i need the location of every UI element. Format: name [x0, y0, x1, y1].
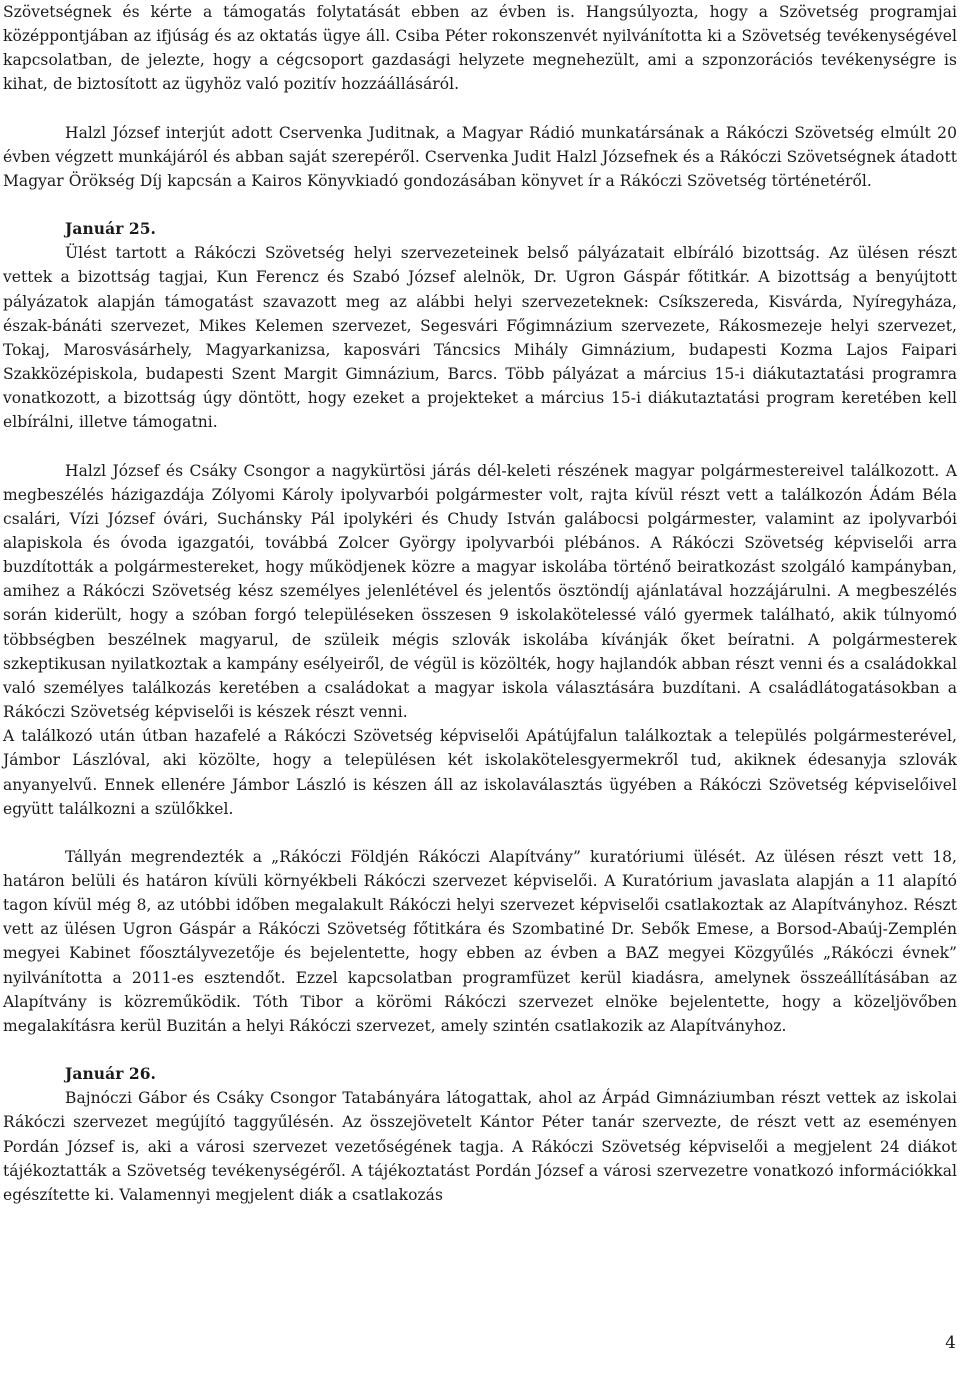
paragraph-apatujfalu: A találkozó után útban hazafelé a Rákóczi Szövetség képviselői Apátújfalun találkoztak a település polgármesterével, Jámbor Lászlóval, aki közölte, hogy a településen két iskolakötelesgyermekről tud, akiknek édesanyja szlovák anyanyelvű. Ennek ellenére Jámbor László is készen áll az iskolaválasztás ügyében a Rákóczi Szövetség képviselőivel együtt találkozni a szülőkkel.	[3, 727, 957, 818]
paragraph-tallya-foundation: Tállyán megrendezték a „Rákóczi Földjén Rákóczi Alapítvány” kuratóriumi ülését. Az ülésen részt vett 18, határon belüli és határon kívüli környékbeli Rákóczi szervezet képviselői. A Kuratórium javaslata alapján a 11 alapító tagon kívül még 8, az utóbbi időben megalakult Rákóczi helyi szervezet képviselői csatlakoztak az Alapítványhoz. Részt vett az ülésen Ugron Gáspár a Rákóczi Szövetség főtitkára és Szombatiné Dr. Sebők Emese, a Borsod-Abaúj-Zemplén megyei Kabinet főosztályvezetője és bejelentette, hogy ebben az évben a BAZ megyei Közgyűlés „Rákóczi évnek” nyilvánította a 2011-es esztendőt. Ezzel kapcsolatban programfüzet kerül kiadásra, amelynek összeállításában az Alapítvány is közreműködik. Tóth Tibor a körömi Rákóczi szervezet elnöke bejelentette, hogy a közeljövőben megalakításra kerül Buzitán a helyi Rákóczi szervezet, amely szintén csatlakozik az Alapítványhoz.	[3, 847, 957, 1035]
paragraph-committee-meeting: Ülést tartott a Rákóczi Szövetség helyi szervezeteinek belső pályázatait elbíráló bizottság. Az ülésen részt vettek a bizottság tagjai, Kun Ferencz és Szabó József alelnök, Dr. Ugron Gáspár főtitkár. A bizottság a benyújtott pályázatok alapján támogatást szavazott meg az alábbi helyi szervezeteknek: Csíkszereda, Kisvárda, Nyíregyháza, észak-bánáti szervezet, Mikes Kelemen szervezet, Segesvári Főgimnázium szervezete, Rákosmezeje helyi szervezet, Tokaj, Marosvásárhely, Magyarkanizsa, kaposvári Táncsics Mihály Gimnázium, budapesti Kozma Lajos Faipari Szakközépiskola, budapesti Szent Margit Gimnázium, Barcs. Több pályázat a március 15-i diákutaztatási programra vonatkozott, a bizottság úgy döntött, hogy ezeket a projekteket a március 15-i diákutaztatási program keretében kell elbírálni, illetve támogatni.	[3, 244, 957, 432]
date-heading-jan-26: Január 26.	[65, 1064, 156, 1084]
paragraph-continuation: Szövetségnek és kérte a támogatás folytatását ebben az évben is. Hangsúlyozta, hogy a Szövetség programjai középpontjában az ifjúság és az oktatás ügye áll. Csiba Péter rokonszenvét nyilvánította ki a Szövetség tevékenységével kapcsolatban, de jelezte, hogy a cégcsoport gazdasági helyzete megnehezült, ami a szponzorációs tevékenységre is kihat, de biztosított az ügyhöz való pozitív hozzáállásáról.	[3, 3, 957, 94]
paragraph-mayors-meeting: Halzl József és Csáky Csongor a nagykürtösi járás dél-keleti részének magyar polgármestereivel találkozott. A megbeszélés házigazdája Zólyomi Károly ipolyvarbói polgármester volt, rajta kívül részt vett a találkozón Ádám Béla csalári, Vízi József óvári, Suchánsky Pál ipolykéri és Chudy István galábocsi polgármester, valamint az ipolyvarbói alapiskola és óvoda igazgatói, továbbá Zolcer György ipolyvarbói plébános. A Rákóczi Szövetség képviselői arra buzdították a polgármestereket, hogy működjenek közre a magyar iskolába történő beiratkozást szolgáló kampányban, amihez a Rákóczi Szövetség kész személyes jelenlétével és jelentős ösztöndíj ajánlatával hozzájárulni. A megbeszélés során kiderült, hogy a szóban forgó településeken összesen 9 iskolakötelessé váló gyermek található, akik túlnyomó többségben beszélnek magyarul, de szüleik mégis szlovák iskolába kívánják őket beíratni. A polgármesterek szkeptikusan nyilatkoztak a kampány esélyeiről, de végül is közölték, hogy hajlandók abban részt venni és a családokkal való személyes találkozás keretében a családokat a magyar iskola választására buzdítani. A családlátogatásokban a Rákóczi Szövetség képviselői is készek részt venni.	[3, 461, 957, 722]
paragraph-interview: Halzl József interjút adott Cservenka Juditnak, a Magyar Rádió munkatársának a Rákóczi Szövetség elmúlt 20 évben végzett munkájáról és abban saját szerepéről. Cservenka Judit Halzl Józsefnek és a Rákóczi Szövetségnek átadott Magyar Örökség Díj kapcsán a Kairos Könyvkiadó gondozásában könyvet ír a Rákóczi Szövetség történetéről.	[3, 123, 957, 190]
document-page	[3, 0, 957, 1207]
date-heading-jan-25: Január 25.	[65, 219, 156, 239]
page-number: 4	[945, 1333, 956, 1353]
paragraph-tatabanya-visit: Bajnóczi Gábor és Csáky Csongor Tatabányára látogattak, ahol az Árpád Gimnáziumban részt vettek az iskolai Rákóczi szervezet megújító taggyűlésén. Az összejövetelt Kántor Péter tanár szervezte, de részt vett az eseményen Pordán József is, aki a városi szervezet vezetőségének tagja. A Rákóczi Szövetség képviselői a megjelent 24 diákot tájékoztatták a Szövetség tevékenységéről. A tájékoztatást Pordán József a városi szervezetre vonatkozó információkkal egészítette ki. Valamennyi megjelent diák a csatlakozás	[3, 1089, 957, 1204]
